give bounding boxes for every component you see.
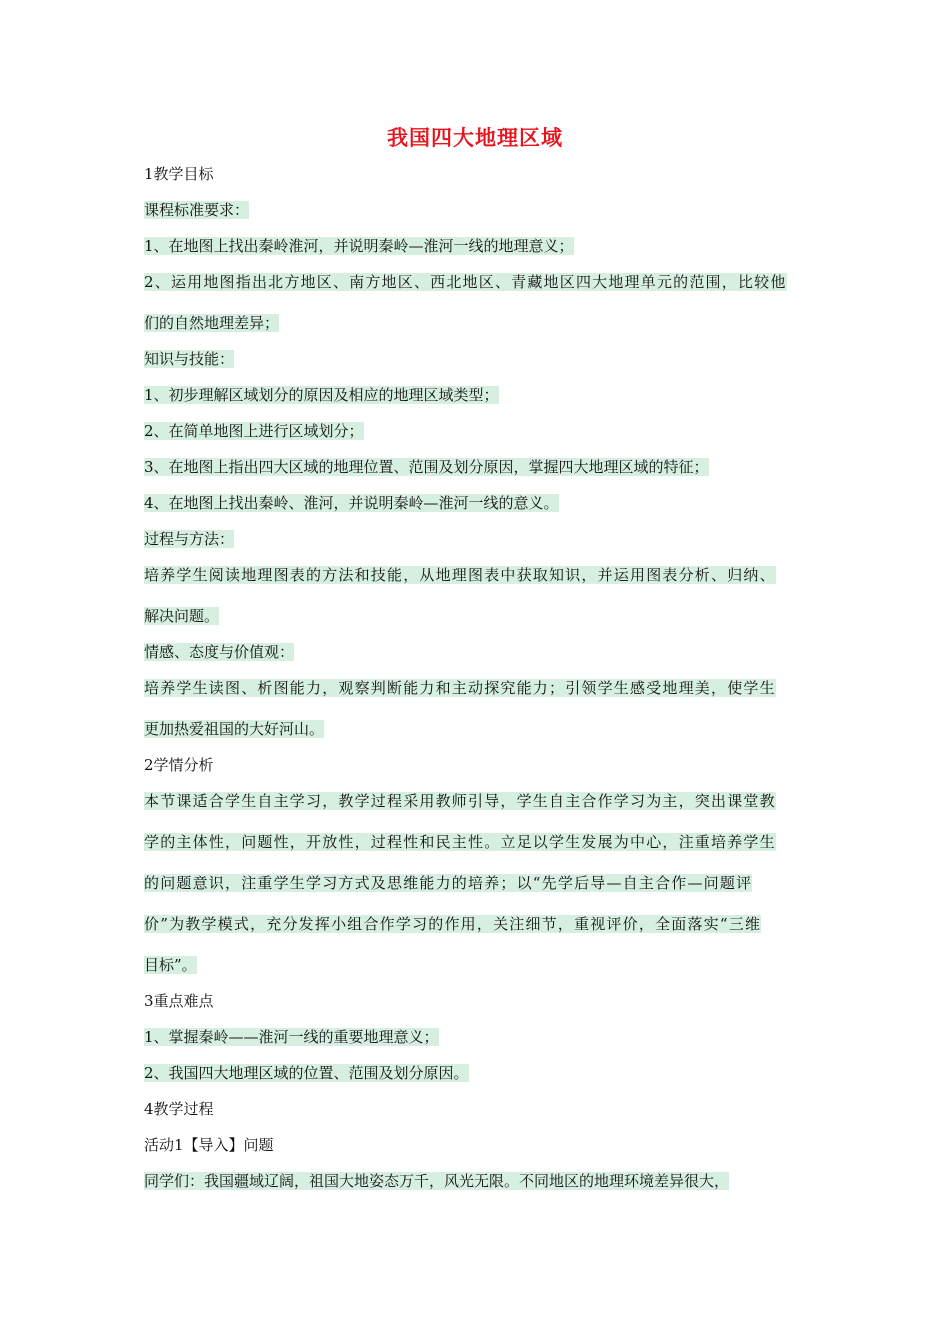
highlighted-text: 2、在简单地图上进行区域划分； — [144, 422, 364, 440]
text-line — [144, 678, 776, 698]
highlighted-text: 1、在地图上找出秦岭淮河，并说明秦岭—淮河一线的地理意义； — [144, 237, 574, 255]
highlighted-text: 3、在地图上指出四大区域的地理位置、范围及划分原因，掌握四大地理区域的特征； — [144, 458, 709, 476]
text-line — [144, 606, 219, 626]
heading-key-points: 3重点难点 — [144, 992, 214, 1010]
text-line — [144, 200, 249, 220]
text-line — [144, 421, 364, 441]
highlighted-text: 学的主体性，问题性，开放性，过程性和民主性。立足以学生发展为中心，注重培养学生 — [144, 833, 776, 851]
text-line — [144, 529, 234, 549]
highlighted-text: 课程标准要求： — [144, 201, 250, 219]
text-line — [144, 236, 574, 256]
text-line — [144, 1171, 729, 1191]
highlighted-text: 2、运用地图指出北方地区、南方地区、西北地区、青藏地区四大地理单元的范围，比较他 — [144, 273, 787, 291]
highlighted-text: 知识与技能： — [144, 350, 235, 368]
text-line — [144, 955, 197, 975]
text-line — [144, 1063, 469, 1083]
text-line — [144, 873, 752, 893]
highlighted-text: 2、我国四大地理区域的位置、范围及划分原因。 — [144, 1064, 469, 1082]
text-line — [144, 914, 761, 934]
heading-analysis: 2学情分析 — [144, 756, 214, 774]
text-line — [144, 1027, 439, 1047]
highlighted-text: 同学们：我国疆域辽阔，祖国大地姿态万千，风光无限。不同地区的地理环境差异很大， — [144, 1172, 730, 1190]
text-line — [144, 272, 787, 292]
text-line — [144, 349, 234, 369]
text-line — [144, 385, 499, 405]
highlighted-text: 解决问题。 — [144, 607, 220, 625]
text-line — [144, 313, 279, 333]
heading-objectives: 1教学目标 — [144, 165, 214, 183]
highlighted-text: 本节课适合学生自主学习，教学过程采用教师引导，学生自主合作学习为主，突出课堂教 — [144, 792, 776, 810]
text-line — [144, 832, 776, 852]
highlighted-text: 培养学生阅读地理图表的方法和技能，从地理图表中获取知识，并运用图表分析、归纳、 — [144, 566, 776, 584]
text-line — [144, 642, 294, 662]
highlighted-text: 1、初步理解区域划分的原因及相应的地理区域类型； — [144, 386, 499, 404]
highlighted-text: 们的自然地理差异； — [144, 314, 280, 332]
highlighted-text: 价”为教学模式，充分发挥小组合作学习的作用，关注细节，重视评价，全面落实“三维 — [144, 915, 762, 933]
highlighted-text: 情感、态度与价值观： — [144, 643, 295, 661]
text-line — [144, 493, 559, 513]
highlighted-text: 的问题意识，注重学生学习方式及思维能力的培养；以“先学后导—自主合作—问题评 — [144, 874, 753, 892]
highlighted-text: 1、掌握秦岭——淮河一线的重要地理意义； — [144, 1028, 439, 1046]
document-title: 我国四大地理区域 — [387, 125, 563, 150]
heading-activity-1: 活动1【导入】问题 — [144, 1136, 274, 1154]
text-line — [144, 457, 709, 477]
text-line — [144, 719, 324, 739]
highlighted-text: 过程与方法： — [144, 530, 235, 548]
highlighted-text: 培养学生读图、析图能力，观察判断能力和主动探究能力；引领学生感受地理美，使学生 — [144, 679, 776, 697]
highlighted-text: 更加热爱祖国的大好河山。 — [144, 720, 325, 738]
text-line — [144, 791, 776, 811]
highlighted-text: 目标”。 — [144, 956, 197, 974]
text-line — [144, 565, 776, 585]
highlighted-text: 4、在地图上找出秦岭、淮河，并说明秦岭—淮河一线的意义。 — [144, 494, 559, 512]
heading-process: 4教学过程 — [144, 1100, 214, 1118]
